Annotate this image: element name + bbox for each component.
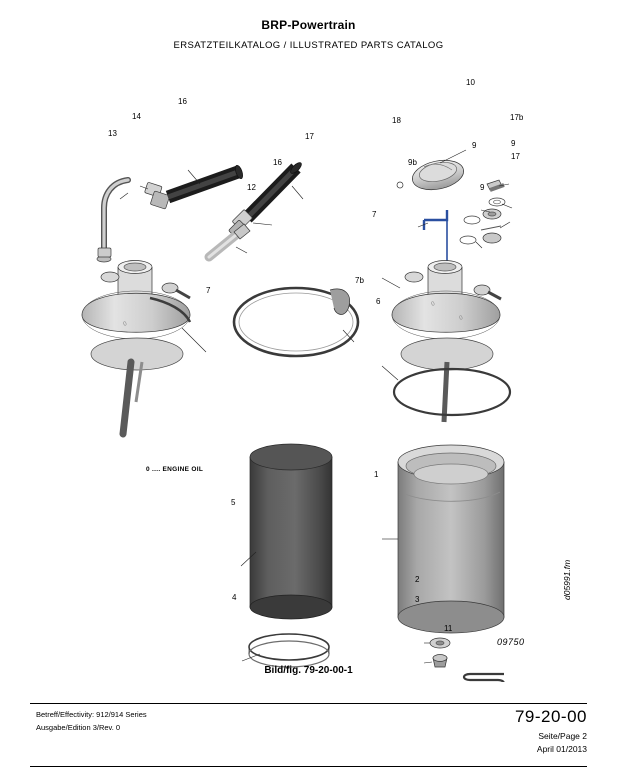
callout-9-upper: 9 bbox=[511, 139, 516, 148]
footer-page-number: Seite/Page 2 bbox=[538, 731, 587, 741]
footer-date: April 01/2013 bbox=[536, 744, 587, 754]
footer-ata-number: 79-20-00 bbox=[514, 707, 587, 726]
callout-7: 7 bbox=[206, 286, 211, 295]
callout-12: 10 bbox=[466, 78, 475, 87]
svg-text:0: 0 bbox=[458, 315, 464, 322]
parts-diagram bbox=[0, 62, 617, 682]
callout-17-right: 17 bbox=[305, 132, 314, 141]
page-title: BRP-Powertrain bbox=[261, 18, 356, 32]
callout-14: 12 bbox=[247, 183, 256, 192]
callout-2: 2 bbox=[415, 575, 420, 584]
callout-17: 16 bbox=[178, 97, 187, 106]
svg-text:0: 0 bbox=[430, 301, 436, 308]
svg-text:0: 0 bbox=[122, 321, 128, 328]
callout-18: 17 bbox=[511, 152, 520, 161]
footer-edition: Ausgabe/Edition 3/Rev. 0 bbox=[36, 723, 121, 732]
footer-divider-bottom bbox=[30, 766, 587, 767]
figure-caption: Bild/fig. 79-20-00-1 bbox=[264, 665, 353, 676]
file-code: d05991.fm bbox=[562, 559, 572, 600]
callout-19: 17b bbox=[510, 113, 524, 122]
callout-5: 5 bbox=[231, 498, 236, 507]
callout-8: 7b bbox=[355, 276, 364, 285]
callout-16: 14 bbox=[132, 112, 141, 121]
callout-9: 9 bbox=[480, 183, 485, 192]
callout-10: 9 bbox=[472, 141, 477, 150]
callout-11: 9b bbox=[408, 158, 417, 167]
callout-13: 11 bbox=[444, 624, 453, 633]
callout-1: 1 bbox=[374, 470, 379, 479]
engine-oil-note: 0 .... ENGINE OIL bbox=[146, 466, 204, 473]
callout-0: 18 bbox=[392, 116, 401, 125]
callout-7-right: 7 bbox=[372, 210, 377, 219]
callout-3: 3 bbox=[415, 595, 420, 604]
footer-effectivity: Betreff/Effectivity: 912/914 Series bbox=[36, 710, 147, 719]
callout-4: 4 bbox=[232, 593, 237, 602]
page-subtitle: ERSATZTEILKATALOG / ILLUSTRATED PARTS CATALOG bbox=[173, 40, 444, 51]
callout-15: 13 bbox=[108, 129, 117, 138]
callout-6: 6 bbox=[376, 297, 381, 306]
drawing-number: 09750 bbox=[497, 637, 525, 647]
callout-16-lower: 16 bbox=[273, 158, 282, 167]
footer-divider-top bbox=[30, 703, 587, 704]
